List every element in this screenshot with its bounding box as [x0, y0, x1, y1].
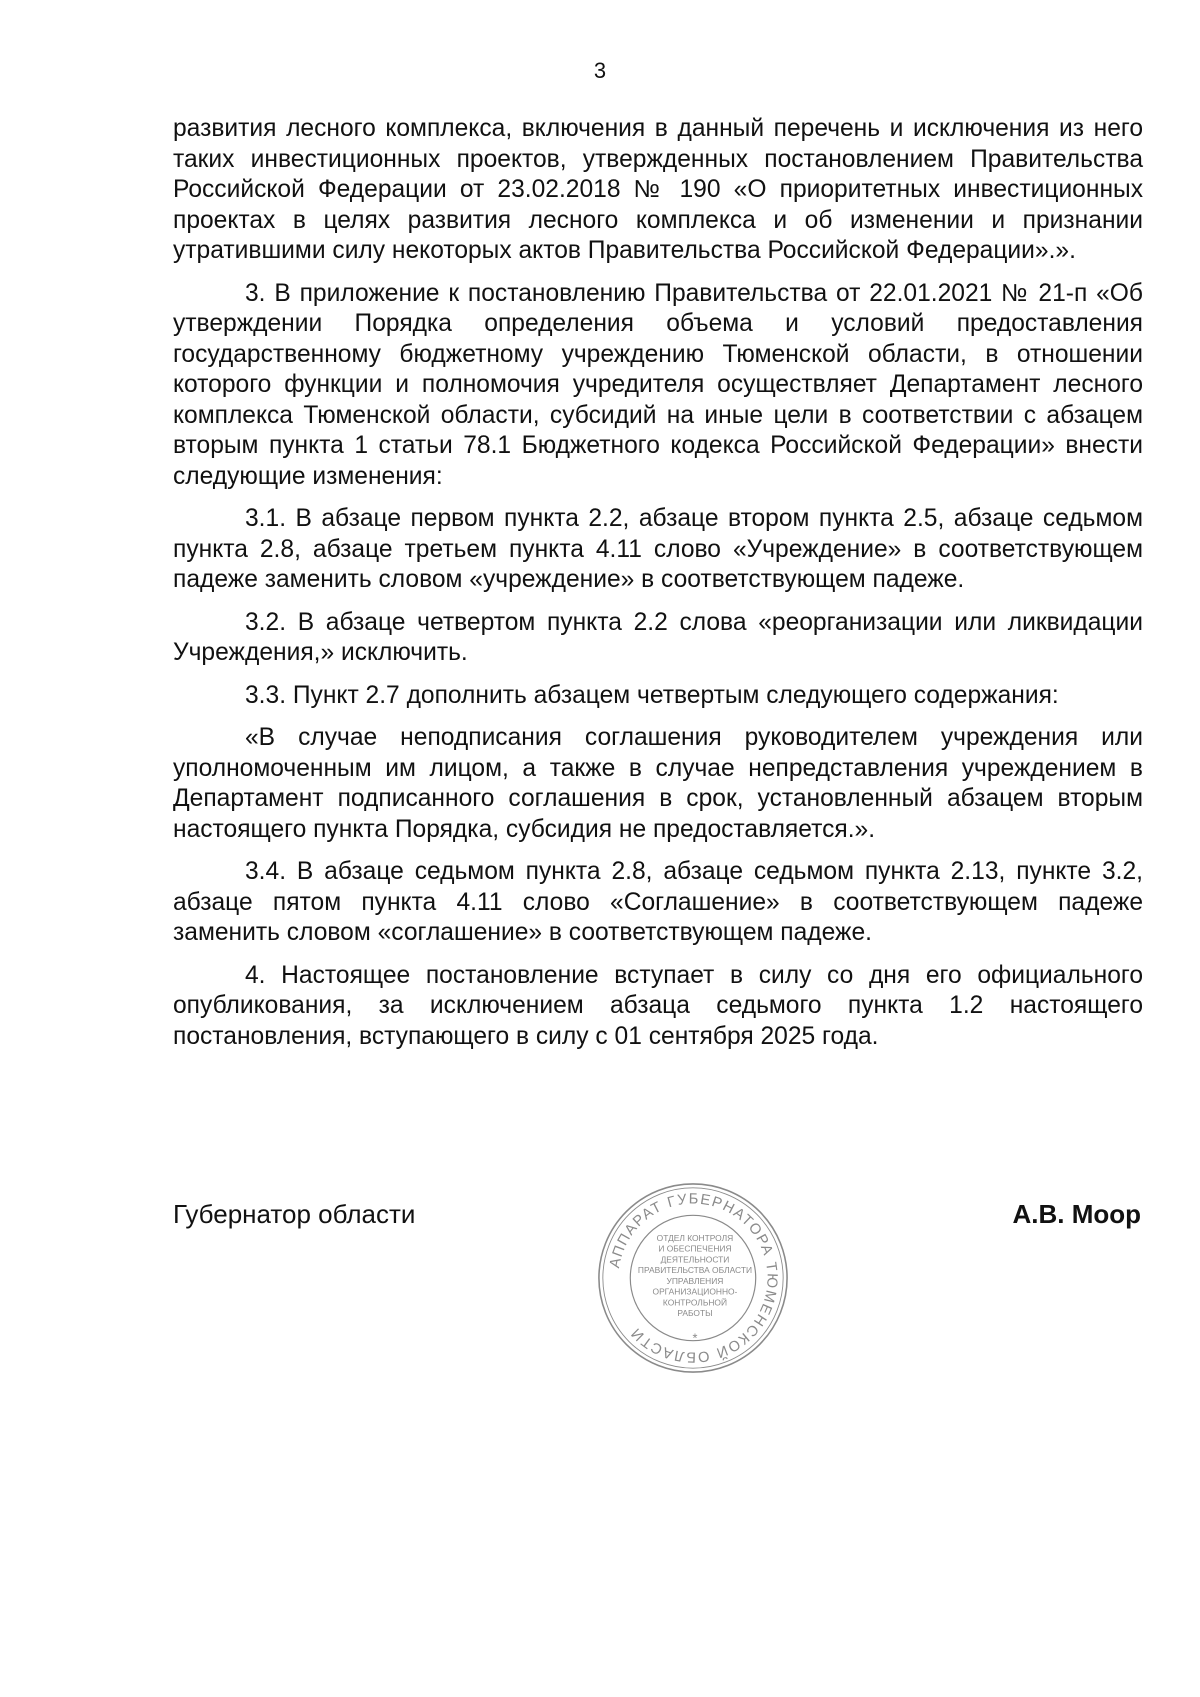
- signature-block: [0, 1180, 1200, 1380]
- paragraph-item-3-3: 3.3. Пункт 2.7 дополнить абзацем четвертым следующего содержания:: [245, 681, 1059, 709]
- paragraph-continuation: развития лесного комплекса, включения в данный перечень и исключения из него таких инвестиционных проектов, утвержденных постановлением Правительства Российской Федерации от 23.02.2018 № 190 «О приоритетных инвестиционных проектах в целях развития лесного комплекса и об изменении и признании утратившими силу некоторых актов Правительства Российской Федерации».».: [173, 115, 1143, 264]
- paragraph-item-3-2: 3.2. В абзаце четвертом пункта 2.2 слова «реорганизации или ликвидации Учреждения,» исключить.: [173, 608, 1143, 666]
- stamp-outer-text: АППАРАТ ГУБЕРНАТОРА ТЮМЕНСКОЙ ОБЛАСТИ: [607, 1191, 780, 1365]
- paragraph-quoted-text: «В случае неподписания соглашения руководителем учреждения или уполномоченным им лицом, а также в случае непредставления учреждением в Департамент подписанного соглашения в срок, установленный абзацем вторым настоящего пункта Порядка, субсидия не предоставляется.».: [173, 724, 1143, 843]
- paragraph-item-3: 3. В приложение к постановлению Правительства от 22.01.2021 № 21-п «Об утверждении Порядка определения объема и условий предоставления государственному бюджетному учреждению Тюменской области, в отношении которого функции и полномочия учредителя осуществляет Департамент лесного комплекса Тюменской области, субсидий на иные цели в соответствии с абзацем вторым пункта 1 статьи 78.1 Бюджетного кодекса Российской Федерации» внести следующие изменения:: [173, 279, 1143, 490]
- svg-text:КОНТРОЛЬНОЙ: КОНТРОЛЬНОЙ: [662, 1297, 728, 1308]
- svg-text:ОРГАНИЗАЦИОННО-: ОРГАНИЗАЦИОННО-: [652, 1286, 738, 1297]
- paragraph-item-3-4: 3.4. В абзаце седьмом пункта 2.8, абзаце седьмом пункта 2.13, пункте 3.2, абзаце пятом пункта 4.11 слово «Соглашение» в соответствующем падеже заменить словом «соглашение» в соответствующем падеже.: [173, 858, 1143, 946]
- svg-text:И ОБЕСПЕЧЕНИЯ: И ОБЕСПЕЧЕНИЯ: [658, 1243, 732, 1254]
- svg-text:ОТДЕЛ КОНТРОЛЯ: ОТДЕЛ КОНТРОЛЯ: [656, 1232, 734, 1243]
- page-number: 3: [593, 58, 607, 83]
- paragraph-item-3-1: 3.1. В абзаце первом пункта 2.2, абзаце втором пункта 2.5, абзаце седьмом пункта 2.8, абзаце третьем пункта 4.11 слово «Учреждение» в соответствующем падеже заменить словом «учреждение» в соответствующем падеже.: [173, 505, 1143, 593]
- signatory-title: Губернатор области: [173, 1199, 416, 1229]
- svg-text:*: *: [692, 1330, 698, 1346]
- document-body: [173, 114, 1143, 1064]
- official-stamp: [595, 1180, 791, 1376]
- svg-text:ПРАВИТЕЛЬСТВА ОБЛАСТИ: ПРАВИТЕЛЬСТВА ОБЛАСТИ: [637, 1265, 753, 1276]
- svg-text:ДЕЯТЕЛЬНОСТИ: ДЕЯТЕЛЬНОСТИ: [660, 1254, 730, 1265]
- svg-text:РАБОТЫ: РАБОТЫ: [677, 1308, 713, 1319]
- svg-text:УПРАВЛЕНИЯ: УПРАВЛЕНИЯ: [666, 1275, 724, 1286]
- stamp-inner-text: [638, 1233, 752, 1318]
- paragraph-item-4: 4. Настоящее постановление вступает в силу со дня его официального опубликования, за исключением абзаца седьмого пункта 1.2 настоящего постановления, вступающего в силу с 01 сентября 2025 года.: [173, 961, 1143, 1050]
- signatory-name: А.В. Моор: [1012, 1199, 1141, 1229]
